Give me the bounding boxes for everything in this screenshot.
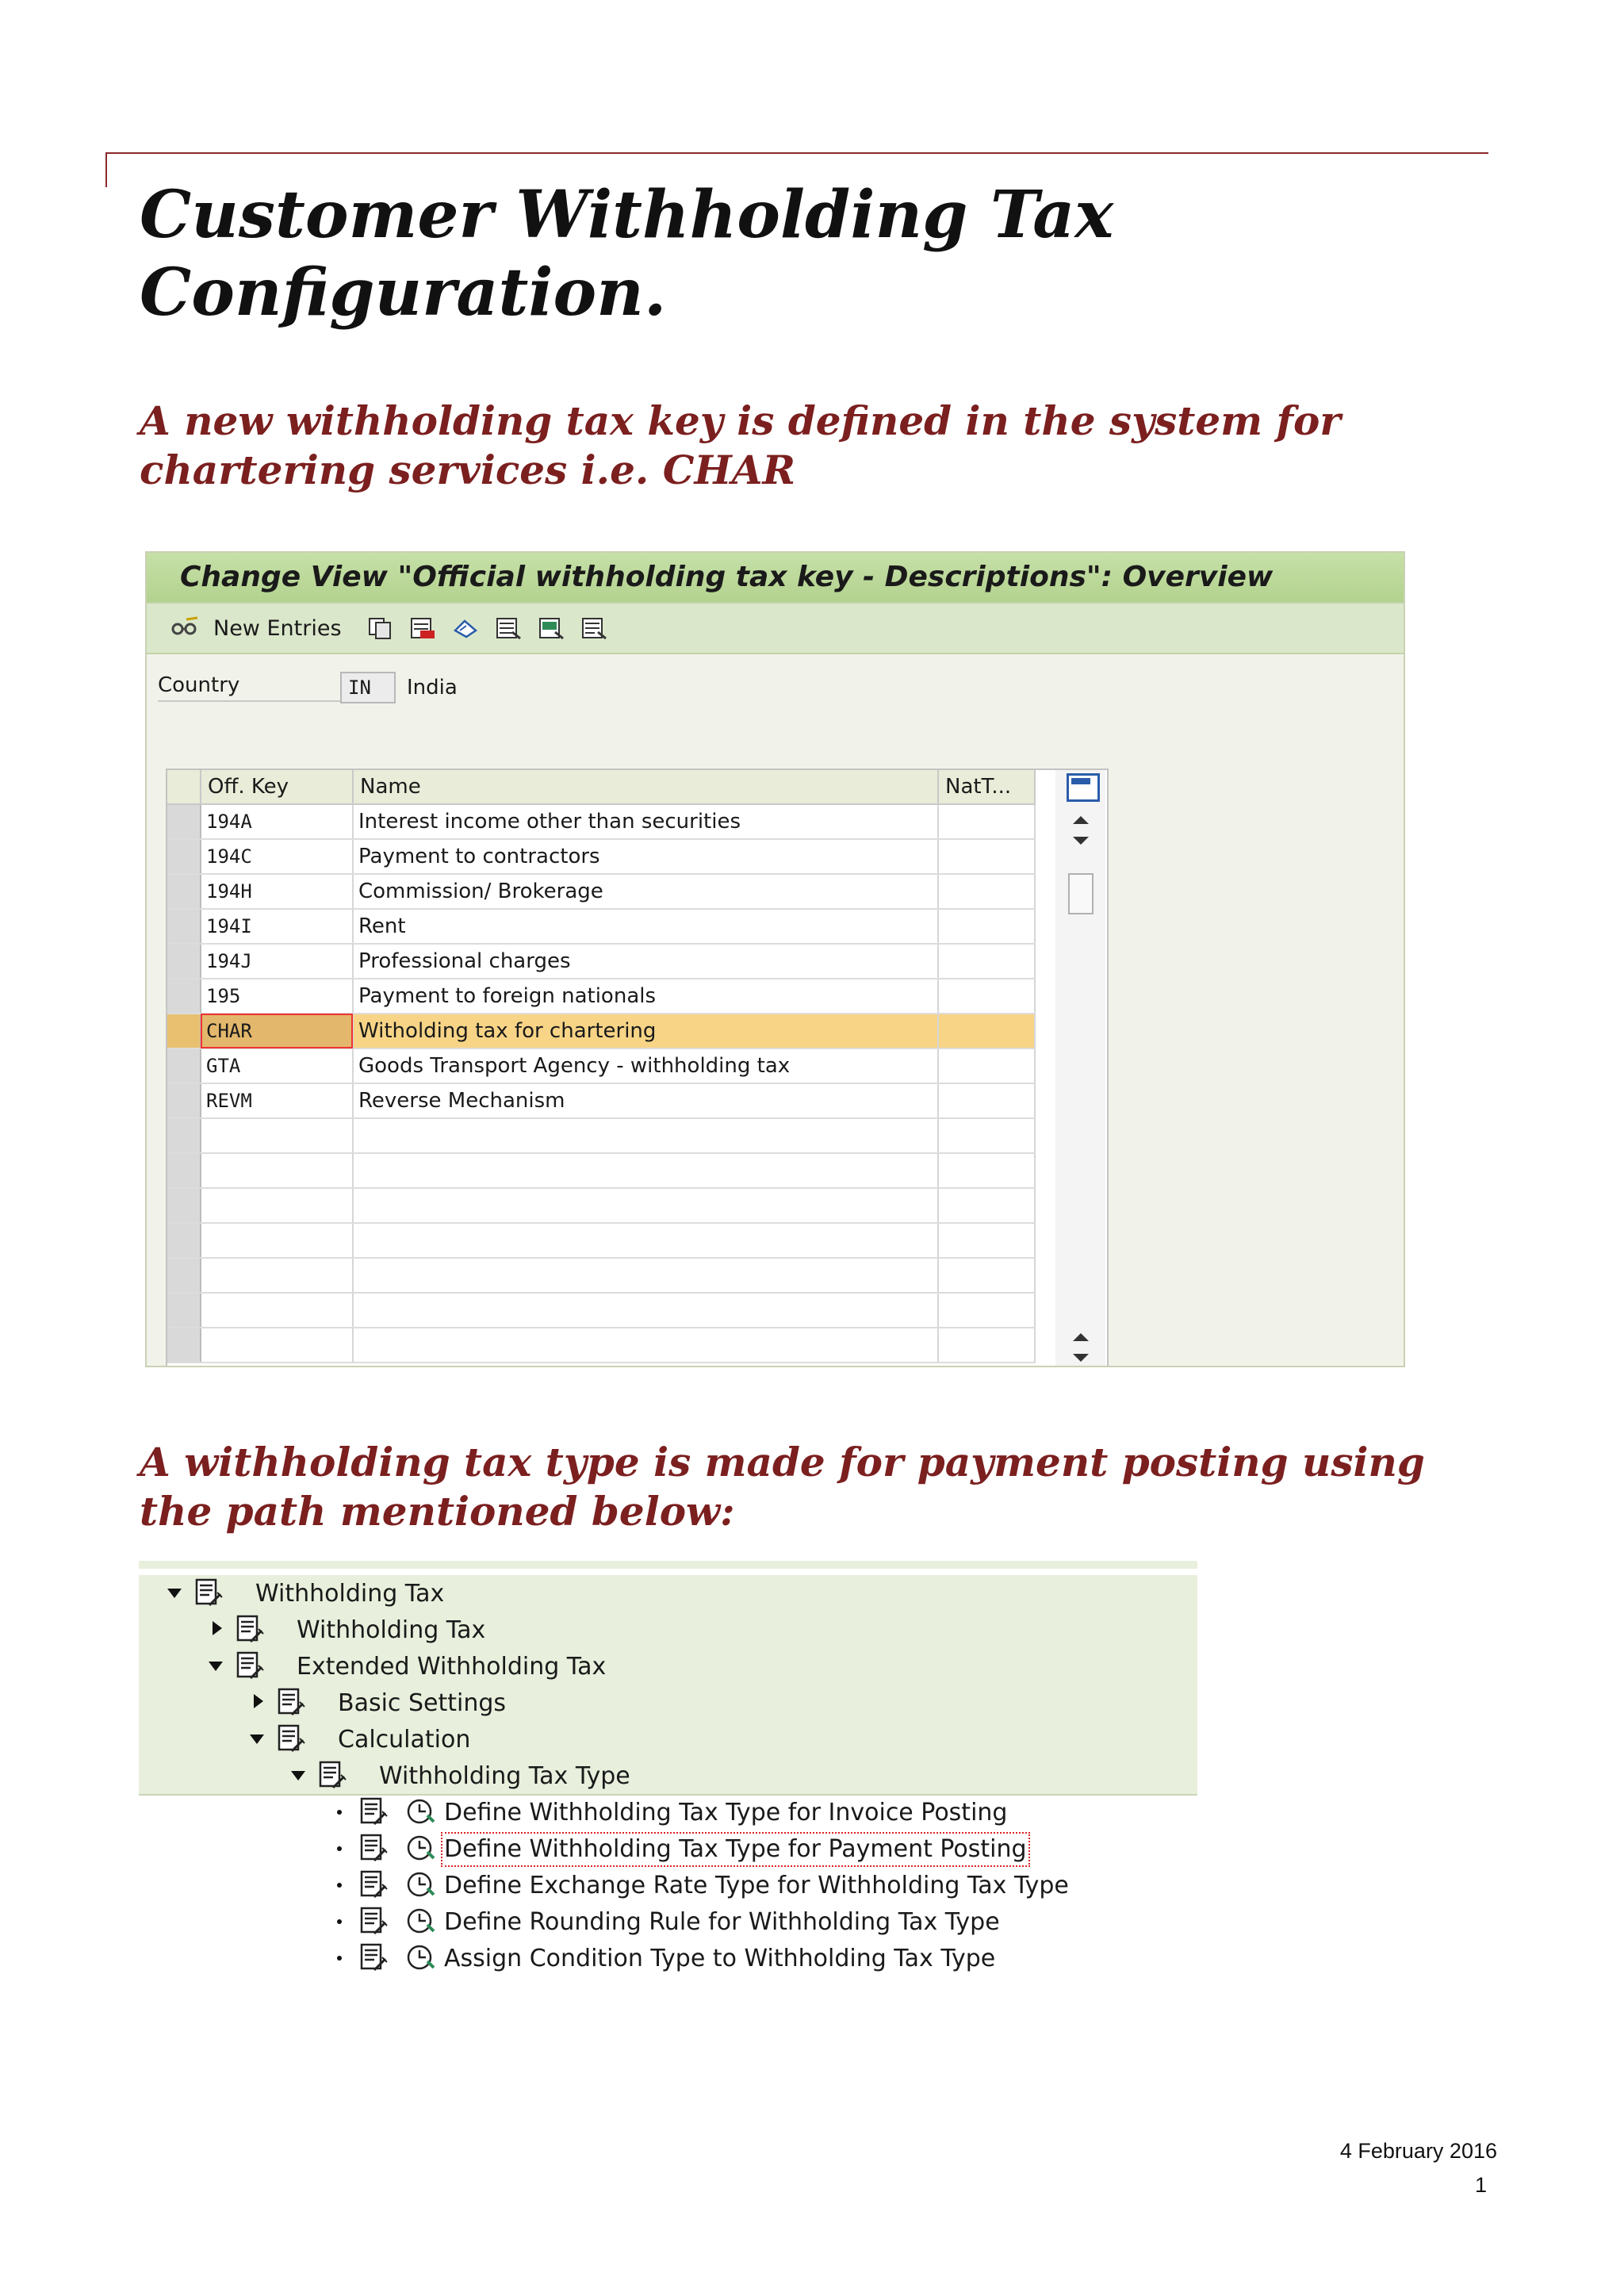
row-selector[interactable] [167, 1328, 201, 1363]
natt-cell[interactable] [938, 1083, 1035, 1118]
select-block-icon[interactable] [537, 615, 565, 641]
row-selector[interactable] [167, 1118, 201, 1153]
leaf-bullet-icon [337, 1956, 342, 1961]
page-title: Customer Withholding Tax Configuration. [140, 177, 1114, 331]
off-key-cell[interactable] [201, 1118, 353, 1153]
off-key-cell[interactable]: GTA [201, 1048, 353, 1083]
name-cell[interactable] [353, 1118, 938, 1153]
tree-node[interactable] [139, 1721, 1197, 1759]
tree-node[interactable] [139, 1940, 1197, 1976]
row-selector[interactable] [167, 944, 201, 979]
table-row[interactable] [167, 1258, 1035, 1293]
name-cell[interactable]: Professional charges [353, 944, 938, 979]
edit-glasses-icon[interactable] [170, 615, 199, 641]
off-key-cell[interactable]: 194J [201, 944, 353, 979]
table-row[interactable] [167, 909, 1035, 944]
table-row[interactable] [167, 1328, 1035, 1363]
country-code-field[interactable]: IN [340, 672, 396, 703]
natt-cell[interactable] [938, 944, 1035, 979]
country-label: Country [158, 673, 340, 702]
row-selector[interactable] [167, 1223, 201, 1258]
table-row[interactable] [167, 1293, 1035, 1328]
img-document-icon[interactable] [236, 1651, 265, 1681]
execute-clock-icon[interactable] [406, 1944, 436, 1972]
row-selector[interactable] [167, 1014, 201, 1048]
leaf-bullet-icon [337, 1919, 342, 1924]
sap-toolbar [147, 602, 1404, 654]
name-cell[interactable] [353, 1258, 938, 1293]
leaf-bullet-icon [337, 1810, 342, 1815]
new-entries-button[interactable]: New Entries [213, 615, 342, 641]
natt-cell[interactable] [938, 1328, 1035, 1363]
off-key-cell[interactable] [201, 1188, 353, 1223]
table-row[interactable] [167, 1083, 1035, 1118]
natt-cell[interactable] [938, 1048, 1035, 1083]
tree-node-label[interactable]: Define Withholding Tax Type for Payment Posting [444, 1835, 1027, 1863]
off-key-cell[interactable] [201, 1293, 353, 1328]
tree-node-label[interactable]: Withholding Tax [255, 1580, 445, 1608]
scroll-up-icon[interactable] [1073, 816, 1089, 824]
country-row [158, 672, 458, 703]
leaf-bullet-icon [337, 1883, 342, 1888]
name-cell[interactable]: Payment to foreign nationals [353, 979, 938, 1014]
row-selector[interactable] [167, 839, 201, 874]
scroll-page-down-icon[interactable] [1073, 1354, 1089, 1362]
table-row[interactable] [167, 1014, 1035, 1048]
scroll-page-up-icon[interactable] [1073, 1333, 1089, 1341]
tree-node-label[interactable]: Withholding Tax Type [379, 1762, 630, 1790]
top-rule [105, 152, 1488, 154]
tree-node[interactable] [139, 1867, 1197, 1903]
collapse-triangle-icon[interactable] [209, 1662, 223, 1671]
scroll-thumb[interactable] [1068, 873, 1094, 914]
expand-triangle-icon[interactable] [254, 1694, 263, 1708]
table-row[interactable] [167, 1048, 1035, 1083]
tree-node-label[interactable]: Basic Settings [338, 1689, 507, 1717]
collapse-triangle-icon[interactable] [167, 1589, 182, 1598]
row-selector[interactable] [167, 874, 201, 909]
img-document-icon[interactable] [360, 1907, 389, 1937]
table-body [167, 804, 1035, 1363]
column-header-natt[interactable]: NatT... [938, 770, 1035, 804]
row-selector[interactable] [167, 1048, 201, 1083]
off-key-cell[interactable]: 195 [201, 979, 353, 1014]
table-row[interactable] [167, 1153, 1035, 1188]
table-row[interactable] [167, 839, 1035, 874]
img-document-icon[interactable] [278, 1688, 306, 1718]
off-key-cell[interactable] [201, 1258, 353, 1293]
row-selector[interactable] [167, 909, 201, 944]
table-row[interactable] [167, 874, 1035, 909]
row-selector[interactable] [167, 979, 201, 1014]
row-selector[interactable] [167, 1083, 201, 1118]
tree-node-label[interactable]: Define Rounding Rule for Withholding Tax Type [444, 1908, 1000, 1936]
tax-key-table [166, 769, 1109, 1367]
execute-clock-icon[interactable] [406, 1798, 436, 1826]
tree-node-label[interactable]: Define Withholding Tax Type for Invoice Posting [444, 1799, 1008, 1826]
tree-cut-top [139, 1561, 1197, 1569]
off-key-cell[interactable]: 194C [201, 839, 353, 874]
name-cell[interactable]: Payment to contractors [353, 839, 938, 874]
footer-date: 4 February 2016 [1339, 2139, 1497, 2163]
tree-node[interactable] [139, 1685, 1197, 1723]
section-heading-tax-key: A new withholding tax key is defined in the system for chartering services i.e. CHAR [140, 397, 1341, 493]
name-cell[interactable] [353, 1223, 938, 1258]
natt-cell[interactable] [938, 1258, 1035, 1293]
execute-clock-icon[interactable] [406, 1871, 436, 1899]
off-key-cell[interactable] [201, 1223, 353, 1258]
tree-node-label[interactable]: Assign Condition Type to Withholding Tax Type [444, 1945, 996, 1972]
img-document-icon[interactable] [360, 1943, 389, 1973]
tree-node[interactable] [139, 1612, 1197, 1650]
undo-icon[interactable] [451, 615, 480, 641]
select-all-icon[interactable] [494, 615, 523, 641]
table-row[interactable] [167, 1118, 1035, 1153]
tree-node-label[interactable]: Withholding Tax [297, 1616, 486, 1644]
tree-node[interactable] [139, 1648, 1197, 1686]
name-cell[interactable]: Rent [353, 909, 938, 944]
expand-triangle-icon[interactable] [213, 1621, 222, 1635]
img-document-icon[interactable] [360, 1797, 389, 1827]
table-layout-icon[interactable] [1067, 773, 1100, 802]
off-key-cell[interactable]: 194I [201, 909, 353, 944]
row-selector[interactable] [167, 1258, 201, 1293]
natt-cell[interactable] [938, 804, 1035, 839]
copy-icon[interactable] [366, 615, 394, 641]
natt-cell[interactable] [938, 874, 1035, 909]
name-cell[interactable]: Reverse Mechanism [353, 1083, 938, 1118]
table-row[interactable] [167, 979, 1035, 1014]
scroll-down-icon[interactable] [1073, 837, 1089, 845]
natt-cell[interactable] [938, 1223, 1035, 1258]
row-selector[interactable] [167, 1188, 201, 1223]
table-row[interactable] [167, 1223, 1035, 1258]
img-document-icon[interactable] [278, 1724, 306, 1754]
execute-clock-icon[interactable] [406, 1907, 436, 1936]
sap-screenshot-tax-key [145, 551, 1405, 1367]
img-document-icon[interactable] [360, 1870, 389, 1900]
name-cell[interactable]: Commission/ Brokerage [353, 874, 938, 909]
execute-clock-icon[interactable] [406, 1834, 436, 1863]
off-key-cell[interactable]: 194A [201, 804, 353, 839]
delete-icon[interactable] [408, 615, 437, 641]
country-name: India [407, 676, 458, 700]
tree-node[interactable] [139, 1575, 1197, 1613]
natt-cell[interactable] [938, 1014, 1035, 1048]
natt-cell[interactable] [938, 839, 1035, 874]
img-document-icon[interactable] [236, 1615, 265, 1645]
table-row[interactable] [167, 1188, 1035, 1223]
natt-cell[interactable] [938, 1153, 1035, 1188]
tree-node-label[interactable]: Calculation [338, 1726, 471, 1754]
img-document-icon[interactable] [319, 1761, 347, 1791]
row-selector-header[interactable] [167, 770, 201, 804]
row-selector[interactable] [167, 1293, 201, 1328]
off-key-cell[interactable] [201, 1153, 353, 1188]
column-header-name[interactable]: Name [353, 770, 938, 804]
name-cell[interactable] [353, 1153, 938, 1188]
off-key-cell[interactable]: REVM [201, 1083, 353, 1118]
row-selector[interactable] [167, 1153, 201, 1188]
row-selector[interactable] [167, 804, 201, 839]
sap-screen-title: Change View "Official withholding tax key - Descriptions": Overview [147, 553, 1404, 602]
off-key-cell[interactable]: 194H [201, 874, 353, 909]
collapse-triangle-icon[interactable] [250, 1734, 264, 1744]
deselect-all-icon[interactable] [580, 615, 608, 641]
natt-cell[interactable] [938, 979, 1035, 1014]
top-rule-corner [105, 152, 107, 187]
sap-menu-tree [139, 1561, 1197, 1989]
tree-node[interactable] [139, 1794, 1197, 1830]
tree-node[interactable] [139, 1830, 1197, 1867]
natt-cell[interactable] [938, 1293, 1035, 1328]
tree-node-label[interactable]: Define Exchange Rate Type for Withholding Tax Type [444, 1872, 1069, 1899]
name-cell[interactable] [353, 1328, 938, 1363]
table-scrollbar[interactable] [1055, 770, 1105, 1367]
name-cell[interactable]: Interest income other than securities [353, 804, 938, 839]
name-cell[interactable]: Witholding tax for chartering [353, 1014, 938, 1048]
natt-cell[interactable] [938, 1188, 1035, 1223]
off-key-cell[interactable] [201, 1328, 353, 1363]
tree-node[interactable] [139, 1903, 1197, 1940]
tree-node[interactable] [139, 1757, 1197, 1796]
img-document-icon[interactable] [360, 1834, 389, 1864]
name-cell[interactable] [353, 1188, 938, 1223]
column-header-off-key[interactable]: Off. Key [201, 770, 353, 804]
natt-cell[interactable] [938, 1118, 1035, 1153]
leaf-bullet-icon [337, 1846, 342, 1851]
section-heading-tax-type: A withholding tax type is made for payment posting using the path mentioned below: [140, 1439, 1425, 1535]
table-row[interactable] [167, 804, 1035, 839]
name-cell[interactable] [353, 1293, 938, 1328]
img-document-icon[interactable] [195, 1578, 224, 1608]
tree-node-label[interactable]: Extended Withholding Tax [297, 1653, 607, 1681]
name-cell[interactable]: Goods Transport Agency - withholding tax [353, 1048, 938, 1083]
table-row[interactable] [167, 944, 1035, 979]
page-number: 1 [1474, 2173, 1487, 2197]
off-key-cell[interactable]: CHAR [201, 1014, 353, 1048]
collapse-triangle-icon[interactable] [291, 1771, 305, 1780]
natt-cell[interactable] [938, 909, 1035, 944]
